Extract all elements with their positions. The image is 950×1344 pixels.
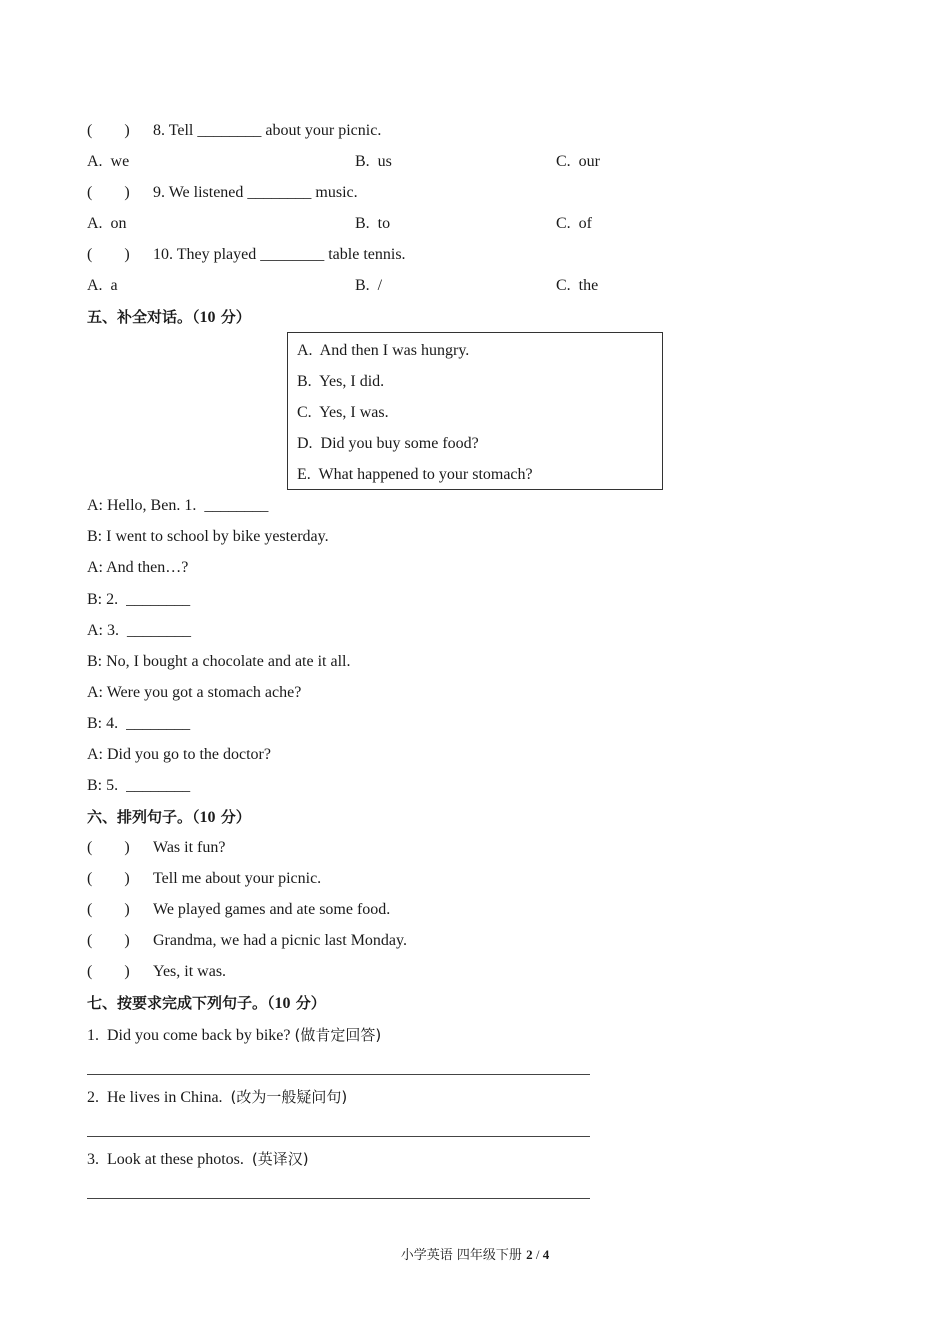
choice-c: C. Yes, I was. [297,404,389,421]
choice-d: D. Did you buy some food? [297,435,479,452]
rewrite-question-2: 2. He lives in China. (改为一般疑问句) [87,1088,348,1106]
dialogue-line: A: And then…? [87,559,189,576]
dialogue-line: A: Hello, Ben. 1. ________ [87,497,269,514]
choice-e: E. What happened to your stomach? [297,466,533,483]
page-number: 2 [526,1247,533,1262]
option-b: B. to [355,215,391,232]
order-item: ( ) We played games and ate some food. [87,901,391,918]
answer-paren[interactable]: ( ) [87,870,130,887]
dialogue-line: B: I went to school by bike yesterday. [87,528,329,545]
question-stem: 10. They played ________ table tennis. [153,246,406,263]
answer-paren[interactable]: ( ) [87,122,130,139]
answer-paren[interactable]: ( ) [87,963,130,980]
dialogue-line: B: No, I bought a chocolate and ate it all. [87,653,351,670]
section-5-heading: 五、补全对话。（10 分） [87,308,251,326]
answer-paren[interactable]: ( ) [87,932,130,949]
question-10 [87,245,406,265]
answer-line-1[interactable] [87,1074,590,1075]
answer-paren[interactable]: ( ) [87,901,130,918]
order-item: ( ) Was it fun? [87,839,226,856]
option-c: C. of [556,215,592,232]
order-item: ( ) Grandma, we had a picnic last Monday. [87,932,407,949]
dialogue-line: A: Did you go to the doctor? [87,746,271,763]
option-c: C. our [556,153,600,170]
dialogue-line: A: Were you got a stomach ache? [87,684,302,701]
order-item: ( ) Yes, it was. [87,963,227,980]
option-c: C. the [556,277,599,294]
section-score: 10 [199,809,216,826]
option-a: A. on [87,215,127,232]
order-item: ( ) Tell me about your picnic. [87,870,322,887]
dialogue-choices-box [287,332,663,490]
question-stem: 8. Tell ________ about your picnic. [153,122,382,139]
question-8 [87,121,381,141]
page-footer: 小学英语 四年级下册 2 / 4 [400,1247,550,1263]
answer-paren[interactable]: ( ) [87,184,130,201]
section-score: 10 [199,309,216,326]
section-score: 10 [274,995,291,1012]
option-b: B. / [355,277,383,294]
rewrite-question-1: 1. Did you come back by bike? (做肯定回答) [87,1026,382,1044]
dialogue-line: B: 2. ________ [87,591,191,608]
answer-line-2[interactable] [87,1136,590,1137]
page-total: 4 [542,1247,550,1262]
dialogue-line: B: 5. ________ [87,777,191,794]
dialogue-line: A: 3. ________ [87,622,191,639]
choice-a: A. And then I was hungry. [297,342,470,359]
option-b: B. us [355,153,392,170]
option-a: A. we [87,153,130,170]
answer-paren[interactable]: ( ) [87,839,130,856]
answer-paren[interactable]: ( ) [87,246,130,263]
question-stem: 9. We listened ________ music. [153,184,358,201]
dialogue-line: B: 4. ________ [87,715,191,732]
section-6-heading: 六、排列句子。（10 分） [87,808,251,826]
section-7-heading: 七、按要求完成下列句子。（10 分） [87,994,326,1012]
option-a: A. a [87,277,118,294]
rewrite-question-3: 3. Look at these photos. (英译汉) [87,1150,309,1168]
choice-b: B. Yes, I did. [297,373,385,390]
answer-line-3[interactable] [87,1198,590,1199]
question-9 [87,183,358,203]
